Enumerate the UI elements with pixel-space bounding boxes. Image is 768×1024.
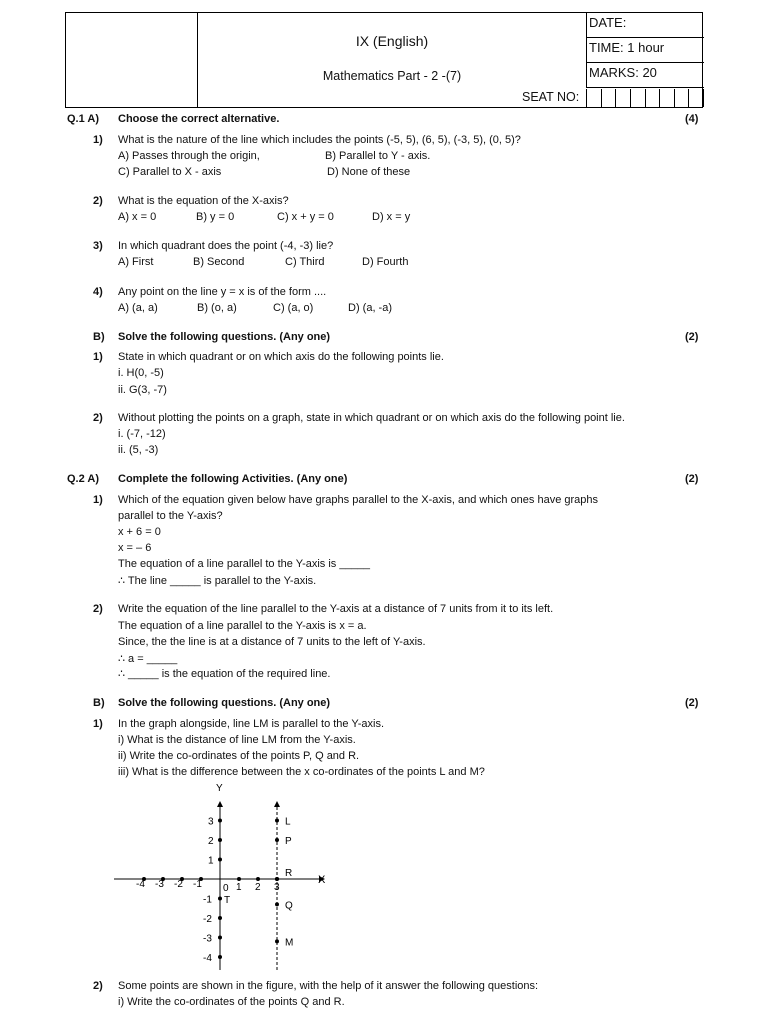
x-tick-dot xyxy=(256,877,260,881)
y-tick-label: 2 xyxy=(208,836,214,847)
q1a-item2-number: 2) xyxy=(93,195,103,207)
q2a-item2-line: Since, the the line is at a distance of 7 units to the left of Y-axis. xyxy=(118,636,426,648)
marks-field: MARKS: 20 xyxy=(586,63,704,88)
q1a-item3-number: 3) xyxy=(93,240,103,252)
q2a-item2-line: ∴ _____ is the equation of the required line. xyxy=(118,668,331,680)
q1b-item1-number: 1) xyxy=(93,351,103,363)
q2b-heading: Solve the following questions. (Any one) xyxy=(118,697,331,709)
q1a-item3-option-d: D) Fourth xyxy=(362,256,409,268)
y-tick-dot xyxy=(218,936,222,940)
q2b-item2-line: i) Write the co-ordinates of the points Q and R. xyxy=(118,996,345,1008)
point-l xyxy=(275,819,279,823)
y-tick-dot xyxy=(218,838,222,842)
q2b-item1-line: iii) What is the difference between the x co-ordinates of the points L and M? xyxy=(118,766,485,778)
q2b-item1-line: i) What is the distance of line LM from the Y-axis. xyxy=(118,734,356,746)
x-tick-label: -4 xyxy=(136,879,145,890)
point-l-label: L xyxy=(285,816,291,828)
y-tick-dot xyxy=(218,955,222,959)
origin-label: 0 xyxy=(223,883,229,894)
q1a-heading: Choose the correct alternative. xyxy=(118,113,280,125)
seat-label: SEAT NO: xyxy=(522,90,580,104)
page-subtitle: Mathematics Part - 2 -(7) xyxy=(322,69,462,83)
q2b-marks: (2) xyxy=(685,697,699,709)
q1b-item2-line: ii. (5, -3) xyxy=(118,444,159,456)
q2a-item2-line: Write the equation of the line parallel to the Y-axis at a distance of 7 units from it to its left. xyxy=(118,603,554,615)
q1a-item3-option-a: A) First xyxy=(118,256,154,268)
q1a-item1-number: 1) xyxy=(93,134,103,146)
q2a-item2-number: 2) xyxy=(93,603,103,615)
q1a-item4-option-c: C) (a, o) xyxy=(273,302,314,314)
q2a-item2-line: ∴ a = _____ xyxy=(118,653,178,665)
q1b-item1-line: i. H(0, -5) xyxy=(118,367,164,379)
q1a-item1-option-b: B) Parallel to Y - axis. xyxy=(325,150,431,162)
q1a-item4-question: Any point on the line y = x is of the form .... xyxy=(118,286,327,298)
point-m-label: M xyxy=(285,937,294,949)
x-tick-label: -1 xyxy=(193,879,202,890)
q2b-item2-line: Some points are shown in the figure, with the help of it answer the following questions: xyxy=(118,980,539,992)
header-box xyxy=(65,12,703,108)
q2a-item1-line: The equation of a line parallel to the Y-axis is _____ xyxy=(118,558,370,570)
q1b-item1-line: State in which quadrant or on which axis do the following points lie. xyxy=(118,351,444,363)
q2a-heading: Complete the following Activities. (Any one) xyxy=(118,473,348,485)
q1b-item2-number: 2) xyxy=(93,412,103,424)
q1a-item4-option-d: D) (a, -a) xyxy=(348,302,392,314)
q1b-heading: Solve the following questions. (Any one) xyxy=(118,331,331,343)
y-tick-label: -3 xyxy=(203,933,212,945)
q1a-item2-option-b: B) y = 0 xyxy=(196,211,235,223)
q1a-item3-option-c: C) Third xyxy=(285,256,325,268)
q1a-marks: (4) xyxy=(685,113,699,125)
q1a-item2-option-c: C) x + y = 0 xyxy=(277,211,334,223)
q1a-item1-option-c: C) Parallel to X - axis xyxy=(118,166,222,178)
q2b-item1-line: ii) Write the co-ordinates of the points P, Q and R. xyxy=(118,750,360,762)
q1a-item1-option-d: D) None of these xyxy=(327,166,411,178)
y-tick-dot xyxy=(218,916,222,920)
x-tick-label: 3 xyxy=(274,882,280,893)
q1a-item3-question: In which quadrant does the point (-4, -3) lie? xyxy=(118,240,334,252)
q1b-item1-line: ii. G(3, -7) xyxy=(118,384,167,396)
x-tick-dot xyxy=(237,877,241,881)
x-tick-label: 1 xyxy=(236,882,242,893)
q2a-number: Q.2 A) xyxy=(67,473,99,485)
x-tick-label: 2 xyxy=(255,882,261,893)
q2a-item1-line: ∴ The line _____ is parallel to the Y-axis. xyxy=(118,575,317,587)
q1a-item4-option-a: A) (a, a) xyxy=(118,302,158,314)
y-tick-dot xyxy=(218,897,222,901)
coordinate-graph xyxy=(110,778,340,978)
point-p-label: P xyxy=(285,836,292,847)
y-tick-label: -2 xyxy=(203,914,212,925)
point-m xyxy=(275,939,279,943)
point-r xyxy=(275,877,279,881)
q1b-number: B) xyxy=(93,331,105,343)
point-q xyxy=(275,902,279,906)
y-axis-label: Y xyxy=(216,783,223,794)
q1a-item2-option-a: A) x = 0 xyxy=(118,211,157,223)
q1b-item2-line: i. (-7, -12) xyxy=(118,428,166,440)
y-tick-label: -1 xyxy=(203,894,212,906)
header-logo-cell xyxy=(66,13,198,107)
y-tick-label: -4 xyxy=(203,953,212,964)
x-axis-label: X xyxy=(318,874,326,886)
q1a-item4-number: 4) xyxy=(93,286,103,298)
point-q-label: Q xyxy=(285,900,293,912)
q2b-item1-line: In the graph alongside, line LM is parallel to the Y-axis. xyxy=(118,718,384,730)
q2a-item1-number: 1) xyxy=(93,494,103,506)
x-tick-label: -2 xyxy=(174,879,183,890)
y-tick-label: 3 xyxy=(208,816,214,828)
q1a-item1-option-a: A) Passes through the origin, xyxy=(118,150,260,162)
page-title: IX (English) xyxy=(355,33,429,49)
q1b-item2-line: Without plotting the points on a graph, state in which quadrant or on which axis do the following point lie. xyxy=(118,412,625,424)
y-tick-dot xyxy=(218,819,222,823)
q2a-item1-line: x = – 6 xyxy=(118,542,152,554)
q2b-number: B) xyxy=(93,697,105,709)
q2a-item1-line: Which of the equation given below have graphs parallel to the X-axis, and which ones have graphs xyxy=(118,494,599,506)
point-r-label: R xyxy=(285,868,293,879)
date-field: DATE: xyxy=(586,13,704,38)
q1a-number: Q.1 A) xyxy=(67,113,99,125)
time-field: TIME: 1 hour xyxy=(586,38,704,63)
q1a-item2-question: What is the equation of the X-axis? xyxy=(118,195,289,207)
q2b-item2-number: 2) xyxy=(93,980,103,992)
q1a-item1-question: What is the nature of the line which includes the points (-5, 5), (6, 5), (-3, 5), (0, 5)? xyxy=(118,134,521,146)
q1b-marks: (2) xyxy=(685,331,699,343)
point-t-label: T xyxy=(224,895,231,906)
point-p xyxy=(275,838,279,842)
q2a-marks: (2) xyxy=(685,473,699,485)
y-tick-label: 1 xyxy=(208,855,214,867)
q2a-item1-line: x + 6 = 0 xyxy=(118,526,161,538)
q1a-item3-option-b: B) Second xyxy=(193,256,245,268)
q2b-item1-number: 1) xyxy=(93,718,103,730)
q2a-item1-line: parallel to the Y-axis? xyxy=(118,510,223,522)
q2a-item2-line: The equation of a line parallel to the Y-axis is x = a. xyxy=(118,620,367,632)
q1a-item4-option-b: B) (o, a) xyxy=(197,302,237,314)
x-tick-label: -3 xyxy=(155,879,164,890)
seat-number-cells xyxy=(586,89,704,107)
y-tick-dot xyxy=(218,858,222,862)
q1a-item2-option-d: D) x = y xyxy=(372,211,411,223)
